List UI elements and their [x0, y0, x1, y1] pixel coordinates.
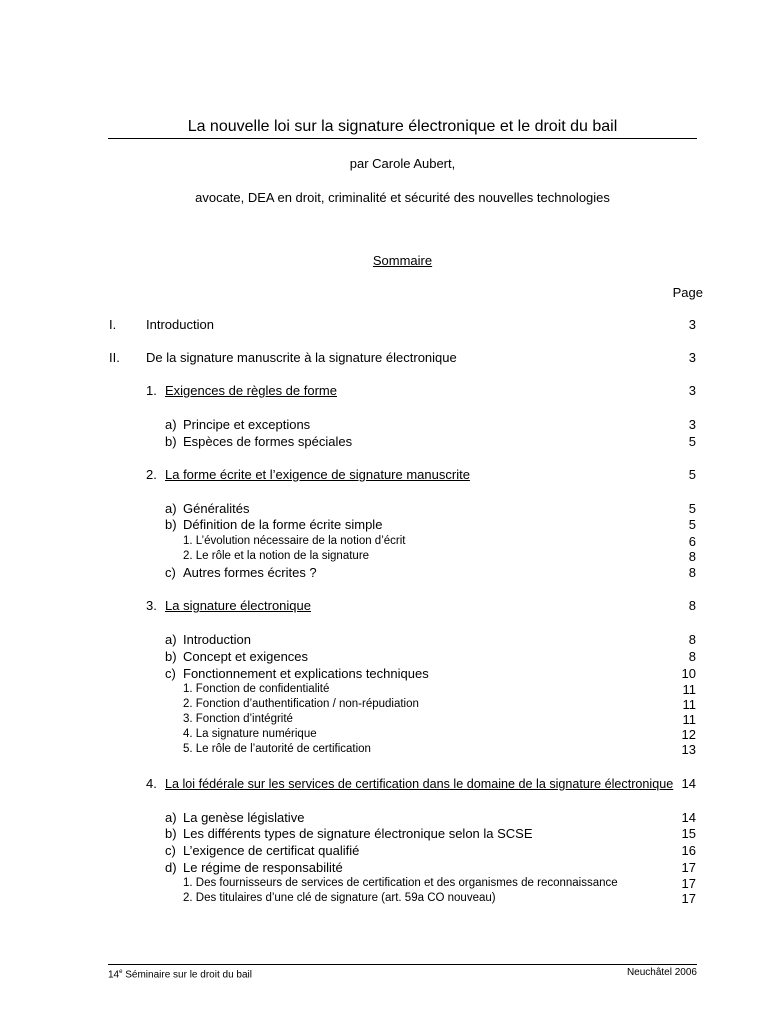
toc-entry-page: 11 [682, 682, 696, 697]
toc-entry-text: Introduction [183, 632, 251, 647]
toc-entry-page: 3 [688, 350, 696, 365]
toc-entry-text: La loi fédérale sur les services de certification dans le domaine de la signature électronique [165, 777, 674, 791]
toc-subentry [0, 501, 768, 517]
toc-entry-text: 2. Fonction d’authentification / non-répudiation [183, 698, 419, 710]
toc-entry-number: b) [165, 649, 177, 664]
toc-minor-entry [0, 742, 768, 757]
toc-entry-number: b) [165, 826, 177, 841]
toc-entry-page: 11 [682, 697, 696, 712]
toc-entry-text: Principe et exceptions [183, 417, 311, 432]
toc-heading-text: Sommaire [372, 253, 433, 268]
toc-entry-text: La signature électronique [165, 598, 311, 613]
toc-entry-page: 15 [681, 826, 696, 841]
toc-section-entry [0, 467, 768, 483]
toc-subentry [0, 860, 768, 876]
toc-subentry [0, 517, 768, 533]
toc-entry-page: 3 [688, 317, 696, 332]
toc-entry-page: 13 [681, 742, 696, 757]
toc-entry-text: Espèces de formes spéciales [183, 434, 353, 449]
toc-entry-number: a) [165, 632, 177, 647]
toc-entry-page: 5 [688, 501, 696, 516]
toc-minor-entry [0, 712, 768, 727]
toc-entry-number: 3. [146, 598, 157, 613]
toc-minor-entry [0, 697, 768, 712]
toc-entry-text: 3. Fonction d’intégrité [183, 713, 293, 725]
toc-entry-text: L’exigence de certificat qualifié [183, 843, 360, 858]
toc-entry-page: 5 [688, 434, 696, 449]
toc-entry-page: 3 [688, 417, 696, 432]
toc-entry-number: II. [109, 350, 120, 365]
toc-entry-page: 8 [688, 565, 696, 580]
document-title: La nouvelle loi sur la signature électronique et le droit du bail [187, 118, 618, 135]
toc-entry-page: 8 [688, 598, 696, 613]
toc-entry-number: c) [165, 666, 176, 681]
toc-entry-number: 1. [146, 383, 157, 398]
toc-subentry [0, 649, 768, 665]
toc-entry-page: 17 [681, 876, 696, 891]
toc-entry-page: 8 [688, 549, 696, 564]
toc-subentry [0, 565, 768, 581]
footer-seminar-name: Séminaire sur le droit du bail [122, 969, 252, 981]
toc-minor-entry [0, 727, 768, 742]
toc-entry-page: 5 [688, 517, 696, 532]
toc-section-entry [0, 776, 768, 792]
toc-subentry [0, 417, 768, 433]
toc-entry-text: Exigences de règles de forme [165, 383, 337, 398]
toc-entry-text: 1. Des fournisseurs de services de certification et des organismes de reconnaissance [183, 877, 618, 889]
toc-entry-number: I. [109, 317, 117, 332]
title-divider [108, 138, 697, 139]
toc-section-entry [0, 598, 768, 614]
toc-entry-page: 6 [688, 534, 696, 549]
toc-entry-page: 3 [688, 383, 696, 398]
toc-entry-text: Généralités [183, 501, 250, 516]
toc-entry-text: Le régime de responsabilité [183, 860, 343, 875]
toc-entry-text: 2. Des titulaires d’une clé de signature (art. 59a CO nouveau) [183, 892, 496, 904]
toc-minor-entry [0, 682, 768, 697]
toc-entry-page: 16 [681, 843, 696, 858]
toc-entry-page: 11 [682, 712, 696, 727]
toc-entry [0, 317, 768, 333]
toc-entry-page: 8 [688, 649, 696, 664]
toc-entry-page: 17 [681, 860, 696, 875]
toc-entry-number: c) [165, 565, 176, 580]
footer-edition-suffix: e [119, 969, 123, 975]
footer-left [108, 966, 252, 981]
toc-entry-text: Fonctionnement et explications techniques [183, 666, 429, 681]
toc-subentry [0, 666, 768, 682]
toc-heading [108, 253, 697, 269]
toc-minor-entry [0, 549, 768, 564]
toc-subentry [0, 632, 768, 648]
toc-entry-page: 14 [681, 810, 696, 825]
toc-entry-text: La forme écrite et l’exigence de signature manuscrite [165, 467, 470, 482]
toc-entry-text: 1. L’évolution nécessaire de la notion d’écrit [183, 535, 406, 547]
toc-entry-text: De la signature manuscrite à la signature électronique [146, 350, 457, 365]
toc-entry-number: b) [165, 434, 177, 449]
toc-entry-text: 4. La signature numérique [183, 728, 317, 740]
toc-subentry [0, 810, 768, 826]
toc-entry-page: 14 [681, 776, 696, 791]
toc-entry-number: b) [165, 517, 177, 532]
toc-entry-number: d) [165, 860, 177, 875]
toc-entry-page: 17 [681, 891, 696, 906]
toc-entry-page: 10 [681, 666, 696, 681]
toc-minor-entry [0, 876, 768, 891]
toc-entry-text: Autres formes écrites ? [183, 565, 317, 580]
toc-entry-number: a) [165, 810, 177, 825]
toc-entry [0, 350, 768, 366]
toc-entry-text: 5. Le rôle de l’autorité de certification [183, 743, 371, 755]
toc-section-entry [0, 383, 768, 399]
toc-entry-number: a) [165, 501, 177, 516]
toc-entry-text: Concept et exigences [183, 649, 309, 664]
toc-entry-page: 5 [688, 467, 696, 482]
toc-entry-text: Les différents types de signature électronique selon la SCSE [183, 826, 533, 841]
toc-entry-number: 2. [146, 467, 157, 482]
toc-entry-page: 12 [681, 727, 696, 742]
toc-entry-text: 2. Le rôle et la notion de la signature [183, 550, 370, 562]
toc-minor-entry [0, 891, 768, 906]
toc-entry-number: a) [165, 417, 177, 432]
toc-entry-text: 1. Fonction de confidentialité [183, 683, 330, 695]
toc-entry-text: Introduction [146, 317, 214, 332]
toc-entry-number: 4. [146, 776, 157, 791]
page-column-label: Page [672, 285, 703, 300]
author-line: par Carole Aubert, [349, 156, 456, 171]
toc-entry-text: La genèse législative [183, 810, 305, 825]
footer-divider [108, 964, 697, 965]
toc-entry-text: Définition de la forme écrite simple [183, 517, 383, 532]
toc-minor-entry [0, 534, 768, 549]
toc-subentry [0, 434, 768, 450]
footer-right: Neuchâtel 2006 [626, 967, 697, 978]
toc-entry-page: 8 [688, 632, 696, 647]
toc-subentry [0, 843, 768, 859]
toc-subentry [0, 826, 768, 842]
footer-edition-number: 14 [108, 969, 120, 981]
author-title: avocate, DEA en droit, criminalité et sécurité des nouvelles technologies [195, 190, 610, 205]
toc-entry-number: c) [165, 843, 176, 858]
